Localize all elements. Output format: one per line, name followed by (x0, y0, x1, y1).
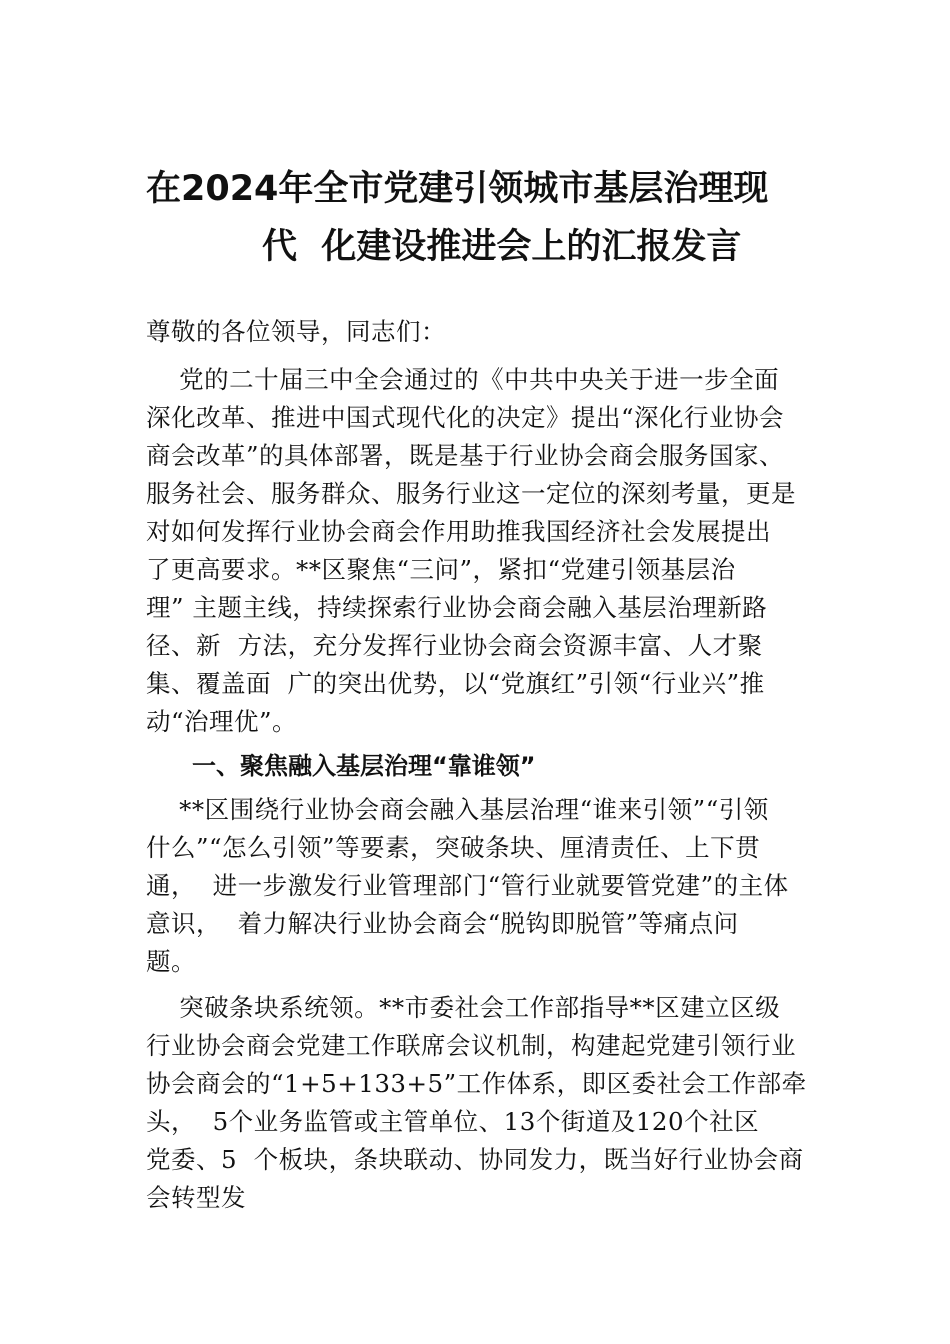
section1-line: 什么”“怎么引领”等要素，突破条块、厘清责任、上下贯 (146, 833, 761, 862)
intro-line: 径、新 方法，充分发挥行业协会商会资源丰富、人才聚 (146, 631, 763, 660)
section1-sub-line: 行业协会商会党建工作联席会议机制，构建起党建引领行业 (146, 1031, 796, 1060)
intro-line: 集、覆盖面 广的突出优势，以“党旗红”引领“行业兴”推 (146, 669, 765, 698)
salutation: 尊敬的各位领导，同志们： (146, 317, 446, 346)
intro-line: 服务社会、服务群众、服务行业这一定位的深刻考量，更是 (146, 479, 796, 508)
section1-line: 题。 (146, 947, 196, 976)
section1-line: **区围绕行业协会商会融入基层治理“谁来引领”“引领 (146, 795, 769, 824)
intro-line: 商会改革”的具体部署，既是基于行业协会商会服务国家、 (146, 441, 785, 470)
section1-sub-line: 会转型发 (146, 1183, 246, 1212)
section1-sub-line: 党委、5 个板块，条块联动、协同发力，既当好行业协会商 (146, 1145, 804, 1174)
section1-line: 通， 进一步激发行业管理部门“管行业就要管党建”的主体 (146, 871, 789, 900)
intro-line: 深化改革、推进中国式现代化的决定》提出“深化行业协会 (146, 403, 785, 432)
intro-line: 理” 主题主线，持续探索行业协会商会融入基层治理新路 (146, 593, 768, 622)
intro-line: 了更高要求。**区聚焦“三问”，紧扣“党建引领基层治 (146, 555, 736, 584)
intro-line: 对如何发挥行业协会商会作用助推我国经济社会发展提出 (146, 517, 771, 546)
section-heading: 一、聚焦融入基层治理“靠谁领” (192, 752, 536, 780)
document-title-line-2: 代 化建设推进会上的汇报发言 (262, 227, 742, 267)
section1-line: 意识， 着力解决行业协会商会“脱钩即脱管”等痛点问 (146, 909, 739, 938)
intro-line: 动“治理优”。 (146, 707, 298, 736)
intro-line: 党的二十届三中全会通过的《中共中央关于进一步全面 (146, 365, 780, 394)
document-title-line-1: 在2024年全市党建引领城市基层治理现 (146, 169, 769, 209)
section1-sub-line: 突破条块系统领。**市委社会工作部指导**区建立区级 (146, 993, 781, 1022)
section1-sub-line: 协会商会的“1+5+133+5”工作体系，即区委社会工作部牵 (146, 1069, 807, 1098)
section1-sub-line: 头， 5个业务监管或主管单位、13个街道及120个社区 (146, 1107, 760, 1136)
